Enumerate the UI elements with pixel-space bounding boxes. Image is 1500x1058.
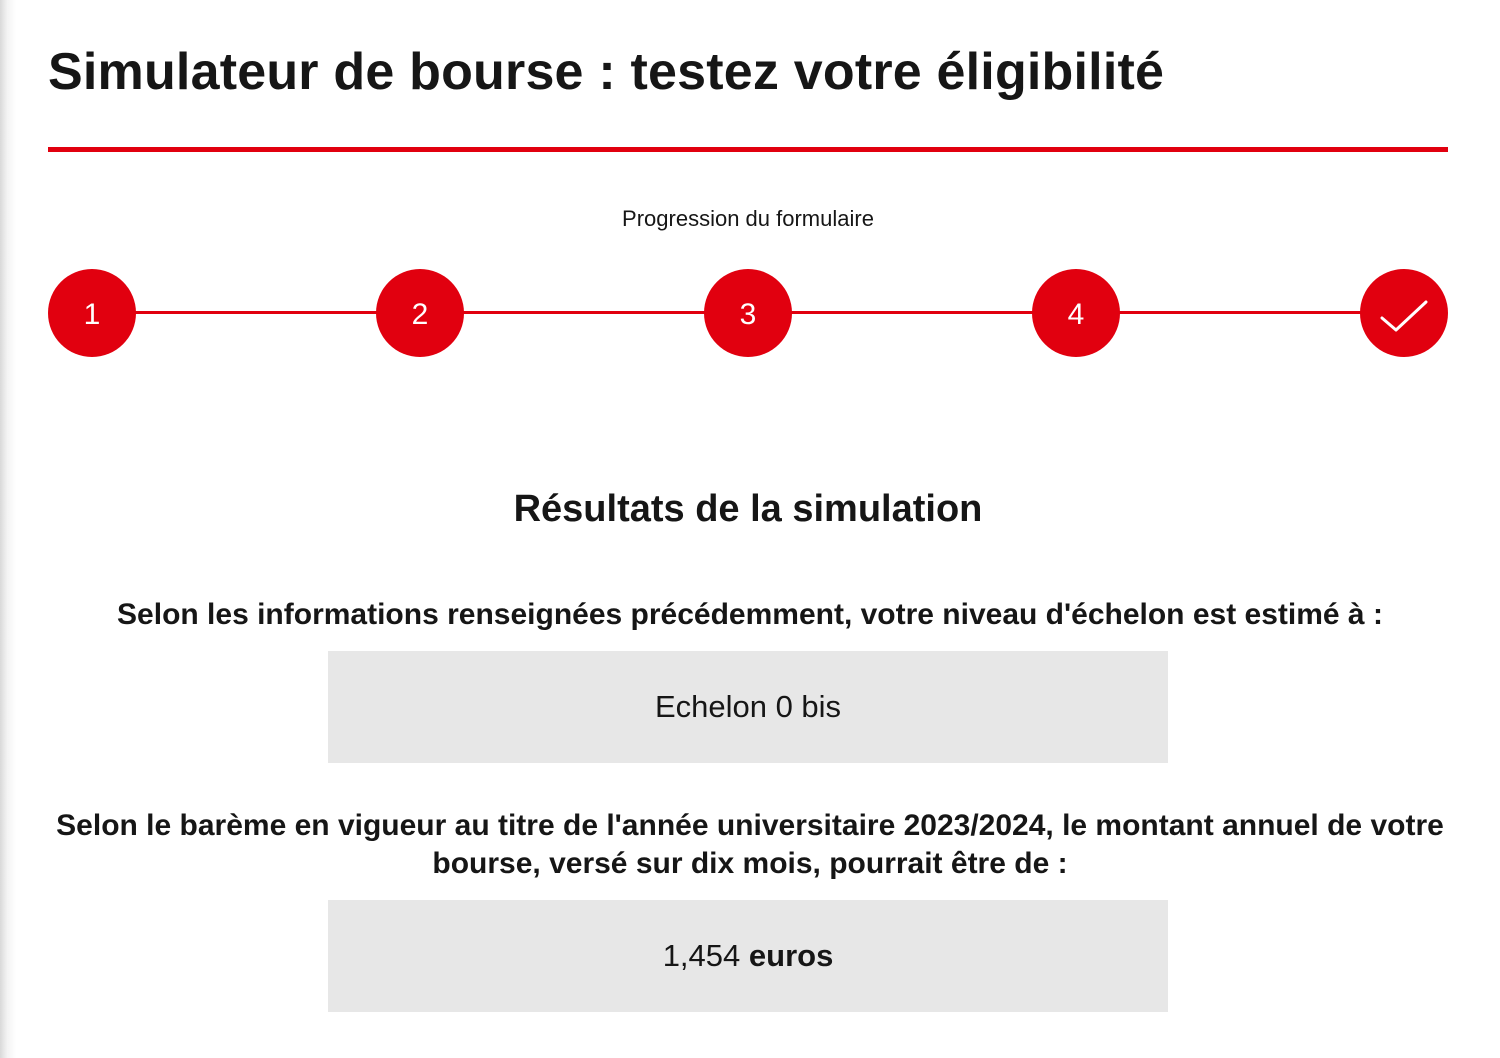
left-edge-shadow — [0, 0, 16, 1058]
step-2[interactable] — [376, 269, 464, 357]
amount-result-box — [328, 900, 1168, 1012]
step-2-label: 2 — [411, 298, 429, 331]
step-3-label: 3 — [739, 298, 757, 331]
results-title: Résultats de la simulation — [513, 488, 983, 530]
progress-label: Progression du formulaire — [622, 206, 874, 231]
title-divider — [48, 147, 1448, 152]
form-progress-stepper — [48, 269, 1448, 357]
echelon-value: Echelon 0 bis — [654, 689, 842, 724]
step-4-label: 4 — [1067, 298, 1085, 331]
amount-unit: euros — [748, 938, 834, 973]
page-title: Simulateur de bourse : testez votre éligibilité — [48, 43, 1165, 101]
echelon-result-box — [328, 651, 1168, 763]
amount-question: Selon le barème en vigueur au titre de l'année universitaire 2023/2024, le montant annuel de votre bourse, versé sur dix mois, pourrait être de : — [56, 809, 1444, 880]
echelon-question: Selon les informations renseignées précédemment, votre niveau d'échelon est estimé à : — [117, 598, 1383, 631]
amount-value: 1,454 — [662, 938, 741, 973]
step-1[interactable] — [48, 269, 136, 357]
step-1-label: 1 — [83, 298, 101, 331]
checkmark-icon — [1379, 298, 1429, 334]
step-3[interactable] — [704, 269, 792, 357]
step-final-complete[interactable] — [1360, 269, 1448, 357]
step-4[interactable] — [1032, 269, 1120, 357]
